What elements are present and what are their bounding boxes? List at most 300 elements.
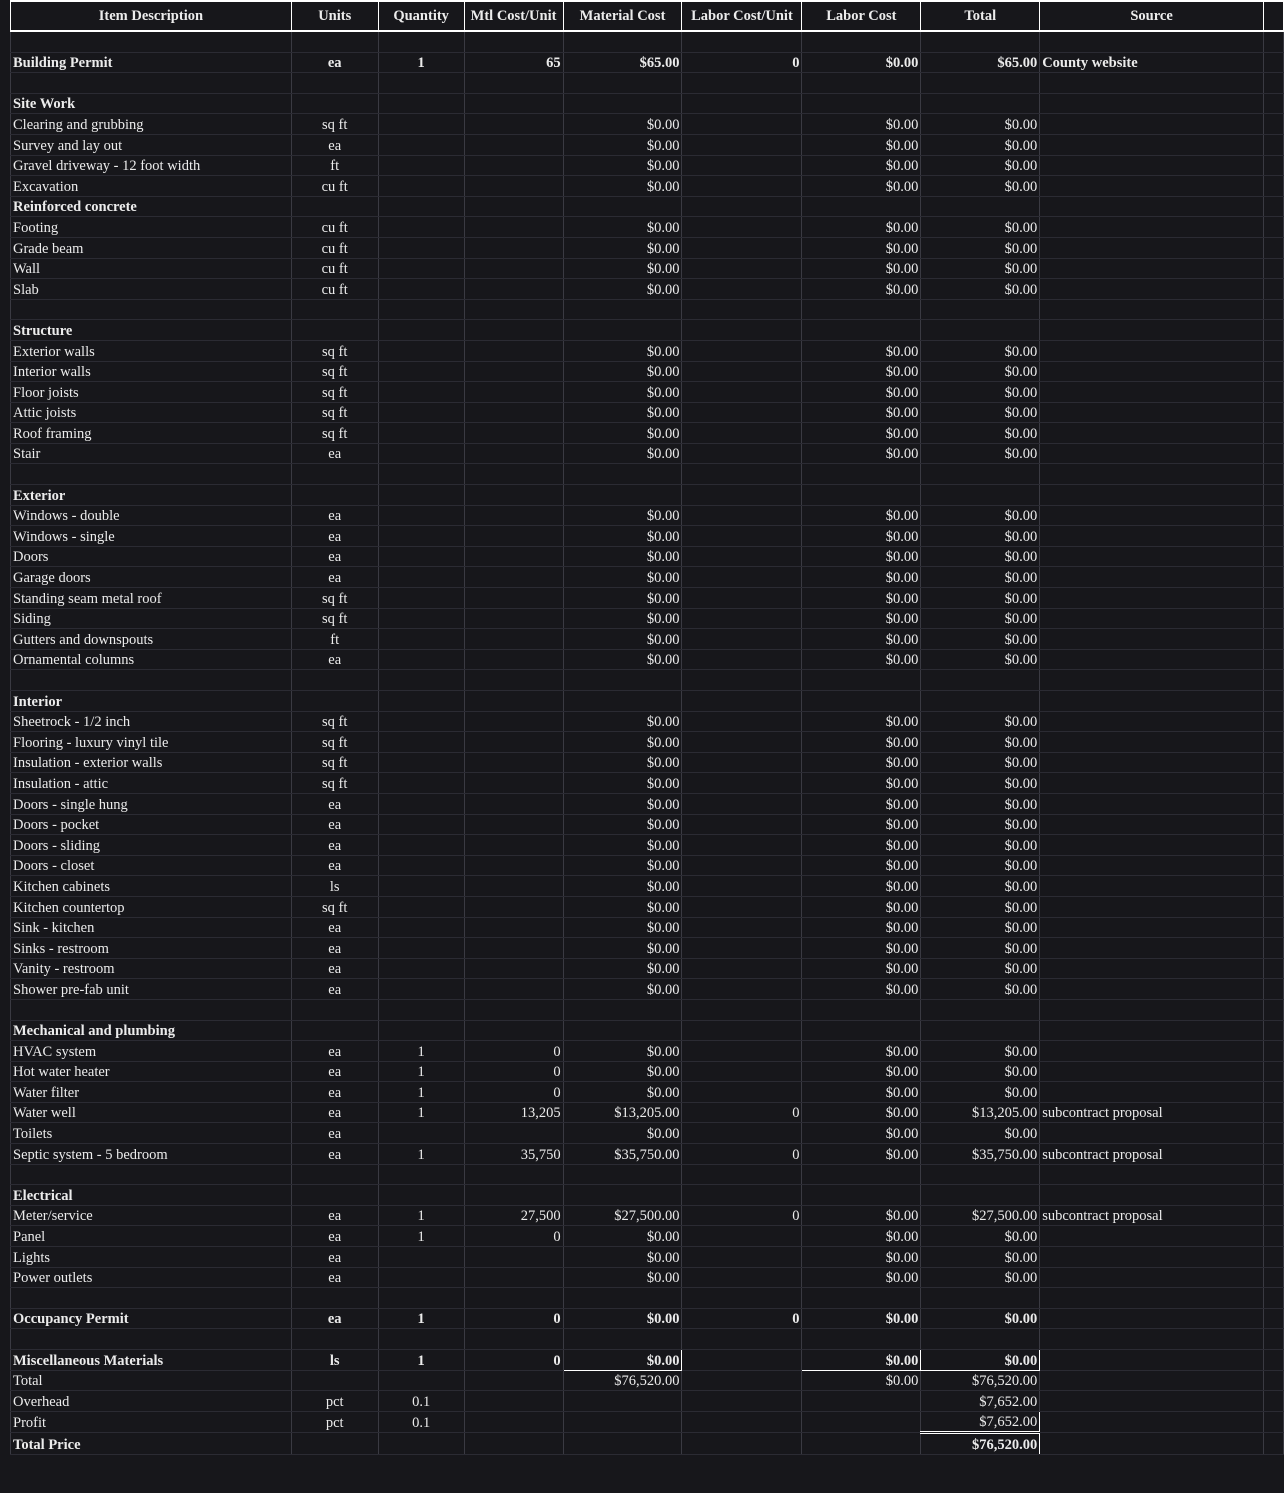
- cell-units[interactable]: sq ft: [291, 588, 378, 609]
- cell-mtl-cost-unit[interactable]: [464, 114, 563, 135]
- cell-material-cost[interactable]: $0.00: [563, 505, 682, 526]
- empty-cell[interactable]: [464, 485, 563, 506]
- cell-labor-cost[interactable]: $0.00: [802, 835, 921, 856]
- cell-item-description[interactable]: Profit: [11, 1411, 292, 1433]
- empty-cell[interactable]: [378, 1288, 464, 1309]
- cell-units[interactable]: cu ft: [291, 237, 378, 258]
- cell-total[interactable]: $0.00: [921, 237, 1040, 258]
- empty-cell[interactable]: [802, 691, 921, 712]
- cell-item-description[interactable]: Meter/service: [11, 1205, 292, 1226]
- cell-source[interactable]: [1040, 1247, 1264, 1268]
- cell-total[interactable]: $0.00: [921, 1350, 1040, 1371]
- cell-mtl-cost-unit[interactable]: [464, 896, 563, 917]
- cell-mtl-cost-unit[interactable]: [464, 752, 563, 773]
- cell-item-description[interactable]: Flooring - luxury vinyl tile: [11, 732, 292, 753]
- cell-item-description[interactable]: Doors - sliding: [11, 835, 292, 856]
- empty-cell[interactable]: [378, 670, 464, 691]
- cell-total[interactable]: $0.00: [921, 588, 1040, 609]
- cell-labor-cost[interactable]: $0.00: [802, 423, 921, 444]
- empty-cell[interactable]: [291, 1020, 378, 1041]
- empty-cell[interactable]: [464, 1329, 563, 1350]
- cell-source[interactable]: [1040, 505, 1264, 526]
- empty-cell[interactable]: [682, 320, 802, 341]
- empty-cell[interactable]: [802, 485, 921, 506]
- empty-cell[interactable]: [11, 73, 292, 94]
- cell-item-description[interactable]: Ornamental columns: [11, 649, 292, 670]
- cell-labor-cost-unit[interactable]: [682, 855, 802, 876]
- cell-total[interactable]: $0.00: [921, 979, 1040, 1000]
- cell-item-description[interactable]: Clearing and grubbing: [11, 114, 292, 135]
- cell-item-description[interactable]: Gravel driveway - 12 foot width: [11, 155, 292, 176]
- cell-quantity[interactable]: 1: [378, 1350, 464, 1371]
- cell-quantity[interactable]: [378, 979, 464, 1000]
- cell-source[interactable]: [1040, 1267, 1264, 1288]
- cell-units[interactable]: sq ft: [291, 340, 378, 361]
- cell-item-description[interactable]: Exterior walls: [11, 340, 292, 361]
- cell-source[interactable]: [1040, 567, 1264, 588]
- cell-material-cost[interactable]: $0.00: [563, 979, 682, 1000]
- cell-mtl-cost-unit[interactable]: [464, 258, 563, 279]
- cell-material-cost[interactable]: [563, 1391, 682, 1412]
- cell-total[interactable]: $0.00: [921, 567, 1040, 588]
- cell-units[interactable]: [291, 1433, 378, 1455]
- cell-labor-cost[interactable]: $0.00: [802, 773, 921, 794]
- cell-quantity[interactable]: [378, 1433, 464, 1455]
- cell-item-description[interactable]: Sink - kitchen: [11, 917, 292, 938]
- cell-material-cost[interactable]: $0.00: [563, 773, 682, 794]
- empty-cell[interactable]: [378, 1185, 464, 1206]
- cell-labor-cost[interactable]: $0.00: [802, 732, 921, 753]
- cell-labor-cost[interactable]: $0.00: [802, 896, 921, 917]
- empty-cell[interactable]: [682, 93, 802, 114]
- cell-labor-cost-unit[interactable]: 0: [682, 52, 802, 73]
- cell-item-description[interactable]: Shower pre-fab unit: [11, 979, 292, 1000]
- cell-units[interactable]: sq ft: [291, 711, 378, 732]
- cell-quantity[interactable]: [378, 1267, 464, 1288]
- empty-cell[interactable]: [1040, 999, 1264, 1020]
- cell-total[interactable]: $0.00: [921, 1082, 1040, 1103]
- empty-cell[interactable]: [464, 196, 563, 217]
- empty-cell[interactable]: [291, 93, 378, 114]
- cell-labor-cost-unit[interactable]: [682, 1370, 802, 1391]
- cell-total[interactable]: $0.00: [921, 361, 1040, 382]
- cell-source[interactable]: [1040, 546, 1264, 567]
- cell-quantity[interactable]: 1: [378, 1102, 464, 1123]
- cell-material-cost[interactable]: $0.00: [563, 835, 682, 856]
- cell-source[interactable]: [1040, 361, 1264, 382]
- cell-item-description[interactable]: Windows - double: [11, 505, 292, 526]
- section-heading[interactable]: Mechanical and plumbing: [11, 1020, 292, 1041]
- cell-labor-cost-unit[interactable]: 0: [682, 1308, 802, 1329]
- empty-cell[interactable]: [291, 670, 378, 691]
- cell-units[interactable]: ea: [291, 1205, 378, 1226]
- empty-cell[interactable]: [464, 1185, 563, 1206]
- cell-total[interactable]: $7,652.00: [921, 1411, 1040, 1433]
- cell-units[interactable]: ea: [291, 649, 378, 670]
- empty-cell[interactable]: [464, 73, 563, 94]
- cell-units[interactable]: ea: [291, 1267, 378, 1288]
- cell-labor-cost-unit[interactable]: [682, 423, 802, 444]
- cell-labor-cost[interactable]: $0.00: [802, 382, 921, 403]
- cell-item-description[interactable]: Kitchen cabinets: [11, 876, 292, 897]
- cell-material-cost[interactable]: [563, 1411, 682, 1433]
- cell-source[interactable]: [1040, 1226, 1264, 1247]
- cell-mtl-cost-unit[interactable]: [464, 938, 563, 959]
- cell-total[interactable]: $0.00: [921, 1267, 1040, 1288]
- empty-cell[interactable]: [291, 196, 378, 217]
- cell-item-description[interactable]: Wall: [11, 258, 292, 279]
- cell-labor-cost-unit[interactable]: [682, 382, 802, 403]
- cell-labor-cost[interactable]: $0.00: [802, 1041, 921, 1062]
- empty-cell[interactable]: [378, 485, 464, 506]
- section-heading[interactable]: Site Work: [11, 93, 292, 114]
- empty-cell[interactable]: [1040, 299, 1264, 320]
- cell-total[interactable]: $0.00: [921, 793, 1040, 814]
- cell-material-cost[interactable]: $0.00: [563, 896, 682, 917]
- empty-cell[interactable]: [1040, 31, 1264, 52]
- cell-labor-cost-unit[interactable]: [682, 1226, 802, 1247]
- cell-labor-cost-unit[interactable]: [682, 1082, 802, 1103]
- cell-quantity[interactable]: [378, 237, 464, 258]
- cell-quantity[interactable]: [378, 588, 464, 609]
- cell-units[interactable]: ea: [291, 814, 378, 835]
- cell-quantity[interactable]: 1: [378, 1226, 464, 1247]
- cell-material-cost[interactable]: $0.00: [563, 1041, 682, 1062]
- cell-labor-cost-unit[interactable]: [682, 546, 802, 567]
- cell-labor-cost[interactable]: $0.00: [802, 1082, 921, 1103]
- cell-material-cost[interactable]: $0.00: [563, 546, 682, 567]
- cell-material-cost[interactable]: $0.00: [563, 876, 682, 897]
- cell-total[interactable]: $0.00: [921, 917, 1040, 938]
- cell-labor-cost[interactable]: $0.00: [802, 258, 921, 279]
- cell-material-cost[interactable]: $0.00: [563, 917, 682, 938]
- cell-total[interactable]: $0.00: [921, 773, 1040, 794]
- cell-item-description[interactable]: Insulation - exterior walls: [11, 752, 292, 773]
- empty-cell[interactable]: [921, 670, 1040, 691]
- cell-material-cost[interactable]: $0.00: [563, 1226, 682, 1247]
- cell-mtl-cost-unit[interactable]: [464, 629, 563, 650]
- cell-item-description[interactable]: Power outlets: [11, 1267, 292, 1288]
- empty-cell[interactable]: [921, 1020, 1040, 1041]
- cell-total[interactable]: $0.00: [921, 752, 1040, 773]
- section-heading[interactable]: Structure: [11, 320, 292, 341]
- cell-total[interactable]: $0.00: [921, 402, 1040, 423]
- empty-cell[interactable]: [802, 299, 921, 320]
- cell-quantity[interactable]: [378, 938, 464, 959]
- cell-labor-cost[interactable]: $0.00: [802, 526, 921, 547]
- empty-cell[interactable]: [464, 999, 563, 1020]
- cell-units[interactable]: ea: [291, 855, 378, 876]
- cell-material-cost[interactable]: $0.00: [563, 340, 682, 361]
- cell-labor-cost[interactable]: $0.00: [802, 340, 921, 361]
- empty-cell[interactable]: [682, 1020, 802, 1041]
- cell-labor-cost[interactable]: $0.00: [802, 793, 921, 814]
- cell-labor-cost[interactable]: [802, 1411, 921, 1433]
- cell-quantity[interactable]: 0.1: [378, 1411, 464, 1433]
- cell-total[interactable]: $0.00: [921, 505, 1040, 526]
- cell-quantity[interactable]: 1: [378, 1308, 464, 1329]
- cell-total[interactable]: $0.00: [921, 1061, 1040, 1082]
- cell-total[interactable]: $13,205.00: [921, 1102, 1040, 1123]
- cell-source[interactable]: [1040, 1370, 1264, 1391]
- empty-cell[interactable]: [464, 93, 563, 114]
- empty-cell[interactable]: [291, 1288, 378, 1309]
- empty-cell[interactable]: [11, 670, 292, 691]
- cell-mtl-cost-unit[interactable]: [464, 155, 563, 176]
- cell-labor-cost-unit[interactable]: [682, 876, 802, 897]
- empty-cell[interactable]: [563, 1185, 682, 1206]
- cell-quantity[interactable]: [378, 629, 464, 650]
- cell-mtl-cost-unit[interactable]: [464, 526, 563, 547]
- cell-total[interactable]: $0.00: [921, 526, 1040, 547]
- cell-units[interactable]: ea: [291, 917, 378, 938]
- cell-material-cost[interactable]: $65.00: [563, 52, 682, 73]
- cell-source[interactable]: [1040, 958, 1264, 979]
- empty-cell[interactable]: [1040, 93, 1264, 114]
- empty-cell[interactable]: [682, 485, 802, 506]
- section-heading[interactable]: Electrical: [11, 1185, 292, 1206]
- cell-material-cost[interactable]: $0.00: [563, 258, 682, 279]
- cell-material-cost[interactable]: [563, 1433, 682, 1455]
- cell-labor-cost[interactable]: $0.00: [802, 546, 921, 567]
- cell-labor-cost[interactable]: $0.00: [802, 1123, 921, 1144]
- cell-labor-cost-unit[interactable]: [682, 588, 802, 609]
- cell-labor-cost[interactable]: [802, 1391, 921, 1412]
- header-mtl-cost-unit[interactable]: Mtl Cost/Unit: [464, 1, 563, 31]
- cell-quantity[interactable]: [378, 958, 464, 979]
- cell-labor-cost-unit[interactable]: [682, 505, 802, 526]
- cell-units[interactable]: sq ft: [291, 752, 378, 773]
- empty-cell[interactable]: [682, 299, 802, 320]
- empty-cell[interactable]: [291, 464, 378, 485]
- cell-labor-cost-unit[interactable]: [682, 217, 802, 238]
- cell-quantity[interactable]: [378, 896, 464, 917]
- cell-material-cost[interactable]: $0.00: [563, 567, 682, 588]
- empty-cell[interactable]: [802, 1185, 921, 1206]
- cell-labor-cost[interactable]: $0.00: [802, 1350, 921, 1371]
- cell-source[interactable]: [1040, 1123, 1264, 1144]
- cell-material-cost[interactable]: $0.00: [563, 176, 682, 197]
- cell-mtl-cost-unit[interactable]: [464, 1370, 563, 1391]
- empty-cell[interactable]: [563, 73, 682, 94]
- cell-quantity[interactable]: [378, 567, 464, 588]
- cell-item-description[interactable]: Garage doors: [11, 567, 292, 588]
- cell-source[interactable]: [1040, 855, 1264, 876]
- cell-total[interactable]: $0.00: [921, 1308, 1040, 1329]
- empty-cell[interactable]: [291, 299, 378, 320]
- cell-units[interactable]: sq ft: [291, 402, 378, 423]
- empty-cell[interactable]: [921, 73, 1040, 94]
- cell-quantity[interactable]: [378, 752, 464, 773]
- empty-cell[interactable]: [921, 1164, 1040, 1185]
- cell-labor-cost[interactable]: $0.00: [802, 1308, 921, 1329]
- cell-source[interactable]: [1040, 1308, 1264, 1329]
- empty-cell[interactable]: [464, 1020, 563, 1041]
- cell-units[interactable]: sq ft: [291, 773, 378, 794]
- cell-labor-cost-unit[interactable]: [682, 773, 802, 794]
- cell-total[interactable]: $0.00: [921, 629, 1040, 650]
- cell-units[interactable]: ls: [291, 1350, 378, 1371]
- cell-quantity[interactable]: [378, 382, 464, 403]
- cell-units[interactable]: ea: [291, 1226, 378, 1247]
- cell-source[interactable]: [1040, 134, 1264, 155]
- cell-quantity[interactable]: [378, 340, 464, 361]
- section-heading[interactable]: Exterior: [11, 485, 292, 506]
- empty-cell[interactable]: [1040, 1185, 1264, 1206]
- cell-material-cost[interactable]: $0.00: [563, 732, 682, 753]
- empty-cell[interactable]: [563, 31, 682, 52]
- cell-units[interactable]: ea: [291, 1082, 378, 1103]
- cell-labor-cost[interactable]: $0.00: [802, 752, 921, 773]
- cell-units[interactable]: sq ft: [291, 423, 378, 444]
- cell-total[interactable]: $0.00: [921, 649, 1040, 670]
- cell-mtl-cost-unit[interactable]: [464, 505, 563, 526]
- cell-total[interactable]: $0.00: [921, 814, 1040, 835]
- empty-cell[interactable]: [682, 1164, 802, 1185]
- empty-cell[interactable]: [921, 1288, 1040, 1309]
- cell-mtl-cost-unit[interactable]: [464, 1433, 563, 1455]
- empty-cell[interactable]: [563, 1329, 682, 1350]
- cell-total[interactable]: $0.00: [921, 711, 1040, 732]
- cell-labor-cost-unit[interactable]: [682, 752, 802, 773]
- cell-labor-cost[interactable]: $0.00: [802, 279, 921, 300]
- cell-units[interactable]: pct: [291, 1391, 378, 1412]
- empty-cell[interactable]: [921, 93, 1040, 114]
- cell-mtl-cost-unit[interactable]: 0: [464, 1082, 563, 1103]
- empty-cell[interactable]: [802, 73, 921, 94]
- cell-labor-cost-unit[interactable]: [682, 1411, 802, 1433]
- cell-labor-cost[interactable]: $0.00: [802, 443, 921, 464]
- cell-labor-cost-unit[interactable]: [682, 526, 802, 547]
- empty-cell[interactable]: [802, 1020, 921, 1041]
- cell-source[interactable]: [1040, 258, 1264, 279]
- cell-quantity[interactable]: [378, 134, 464, 155]
- cell-labor-cost-unit[interactable]: [682, 1391, 802, 1412]
- cell-material-cost[interactable]: $0.00: [563, 1308, 682, 1329]
- cell-total[interactable]: $0.00: [921, 835, 1040, 856]
- empty-cell[interactable]: [682, 691, 802, 712]
- empty-cell[interactable]: [291, 999, 378, 1020]
- cell-units[interactable]: ea: [291, 1247, 378, 1268]
- cell-labor-cost[interactable]: $0.00: [802, 505, 921, 526]
- cell-item-description[interactable]: Water filter: [11, 1082, 292, 1103]
- empty-cell[interactable]: [464, 670, 563, 691]
- empty-cell[interactable]: [378, 73, 464, 94]
- empty-cell[interactable]: [378, 1020, 464, 1041]
- cell-item-description[interactable]: Septic system - 5 bedroom: [11, 1144, 292, 1165]
- cell-quantity[interactable]: [378, 258, 464, 279]
- cell-mtl-cost-unit[interactable]: [464, 814, 563, 835]
- cell-total[interactable]: $0.00: [921, 279, 1040, 300]
- cell-total[interactable]: $0.00: [921, 340, 1040, 361]
- cell-source[interactable]: [1040, 340, 1264, 361]
- empty-cell[interactable]: [1040, 1164, 1264, 1185]
- empty-cell[interactable]: [11, 464, 292, 485]
- cell-source[interactable]: subcontract proposal: [1040, 1144, 1264, 1165]
- empty-cell[interactable]: [291, 1185, 378, 1206]
- cell-item-description[interactable]: Gutters and downspouts: [11, 629, 292, 650]
- cell-source[interactable]: [1040, 1350, 1264, 1371]
- cell-mtl-cost-unit[interactable]: [464, 134, 563, 155]
- cell-labor-cost[interactable]: $0.00: [802, 1267, 921, 1288]
- empty-cell[interactable]: [682, 73, 802, 94]
- cell-units[interactable]: pct: [291, 1411, 378, 1433]
- cell-item-description[interactable]: Miscellaneous Materials: [11, 1350, 292, 1371]
- cell-total[interactable]: $0.00: [921, 1041, 1040, 1062]
- empty-cell[interactable]: [802, 1164, 921, 1185]
- cell-units[interactable]: ft: [291, 155, 378, 176]
- cell-material-cost[interactable]: $0.00: [563, 629, 682, 650]
- cell-source[interactable]: [1040, 979, 1264, 1000]
- empty-cell[interactable]: [464, 464, 563, 485]
- empty-cell[interactable]: [291, 1329, 378, 1350]
- empty-cell[interactable]: [802, 196, 921, 217]
- cell-labor-cost-unit[interactable]: 0: [682, 1102, 802, 1123]
- cell-total[interactable]: $65.00: [921, 52, 1040, 73]
- cell-quantity[interactable]: [378, 855, 464, 876]
- empty-cell[interactable]: [464, 320, 563, 341]
- cell-quantity[interactable]: [378, 114, 464, 135]
- empty-cell[interactable]: [921, 299, 1040, 320]
- cell-mtl-cost-unit[interactable]: [464, 835, 563, 856]
- cell-quantity[interactable]: [378, 423, 464, 444]
- cell-total[interactable]: $0.00: [921, 732, 1040, 753]
- empty-cell[interactable]: [802, 1329, 921, 1350]
- cell-quantity[interactable]: [378, 155, 464, 176]
- cell-labor-cost[interactable]: $0.00: [802, 52, 921, 73]
- cell-material-cost[interactable]: $0.00: [563, 443, 682, 464]
- empty-cell[interactable]: [1040, 464, 1264, 485]
- cell-labor-cost-unit[interactable]: [682, 258, 802, 279]
- cell-labor-cost[interactable]: $0.00: [802, 1226, 921, 1247]
- cell-quantity[interactable]: 1: [378, 1205, 464, 1226]
- cell-item-description[interactable]: Doors: [11, 546, 292, 567]
- section-heading[interactable]: Interior: [11, 691, 292, 712]
- cell-labor-cost[interactable]: $0.00: [802, 608, 921, 629]
- cell-labor-cost[interactable]: $0.00: [802, 114, 921, 135]
- cell-source[interactable]: [1040, 1411, 1264, 1433]
- cell-labor-cost[interactable]: $0.00: [802, 979, 921, 1000]
- empty-cell[interactable]: [464, 299, 563, 320]
- cell-material-cost[interactable]: $0.00: [563, 1061, 682, 1082]
- empty-cell[interactable]: [563, 299, 682, 320]
- cell-item-description[interactable]: Siding: [11, 608, 292, 629]
- cell-units[interactable]: ea: [291, 1144, 378, 1165]
- empty-cell[interactable]: [11, 1329, 292, 1350]
- cell-quantity[interactable]: [378, 176, 464, 197]
- header-labor-cost[interactable]: Labor Cost: [802, 1, 921, 31]
- cell-source[interactable]: [1040, 732, 1264, 753]
- cell-mtl-cost-unit[interactable]: [464, 649, 563, 670]
- cell-item-description[interactable]: Hot water heater: [11, 1061, 292, 1082]
- cell-source[interactable]: [1040, 526, 1264, 547]
- cell-material-cost[interactable]: $0.00: [563, 814, 682, 835]
- cell-item-description[interactable]: Vanity - restroom: [11, 958, 292, 979]
- cell-source[interactable]: [1040, 835, 1264, 856]
- cell-source[interactable]: subcontract proposal: [1040, 1205, 1264, 1226]
- cell-source[interactable]: [1040, 176, 1264, 197]
- cell-mtl-cost-unit[interactable]: [464, 711, 563, 732]
- cell-units[interactable]: ea: [291, 546, 378, 567]
- empty-cell[interactable]: [921, 1329, 1040, 1350]
- cell-labor-cost[interactable]: $0.00: [802, 567, 921, 588]
- empty-cell[interactable]: [682, 1288, 802, 1309]
- header-item-description[interactable]: Item Description: [11, 1, 292, 31]
- empty-cell[interactable]: [802, 93, 921, 114]
- cell-item-description[interactable]: Water well: [11, 1102, 292, 1123]
- cell-material-cost[interactable]: $0.00: [563, 752, 682, 773]
- cell-item-description[interactable]: Slab: [11, 279, 292, 300]
